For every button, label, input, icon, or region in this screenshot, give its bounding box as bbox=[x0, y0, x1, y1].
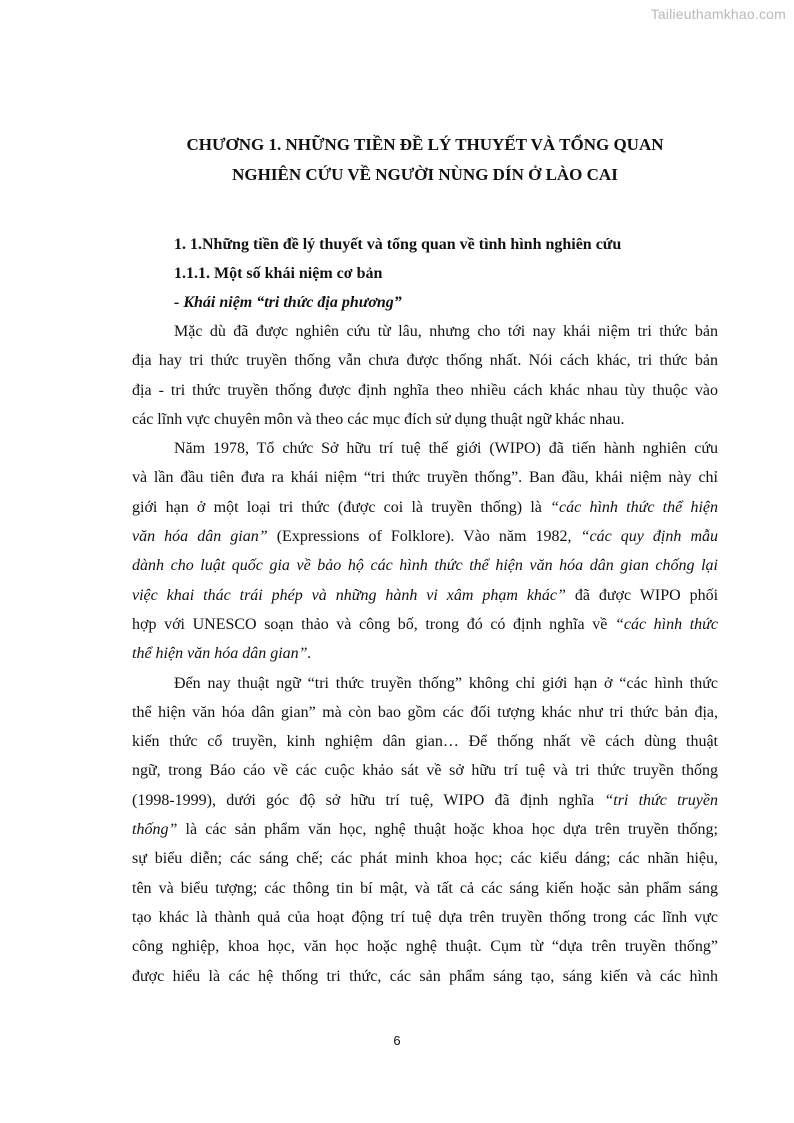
paragraph-line: kiến thức cổ truyền, kinh nghiệm dân gian… Để thống nhất về cách dùng thuật bbox=[132, 733, 718, 751]
paragraph-line: địa - tri thức truyền thống được định nghĩa theo nhiều cách khác nhau tùy thuộc vào bbox=[132, 381, 718, 399]
italic-text-run: văn hóa dân gian” bbox=[132, 528, 268, 546]
text-run: giới hạn ở một loại tri thức (được coi là truyền thống) là bbox=[132, 498, 551, 516]
chapter-title-line-2: NGHIÊN CỨU VỀ NGƯỜI NÙNG DÍN Ở LÀO CAI bbox=[232, 165, 618, 184]
section-heading: 1. 1.Những tiền đề lý thuyết và tổng quan về tình hình nghiên cứu bbox=[174, 236, 622, 253]
paragraph-3 bbox=[132, 669, 718, 991]
paragraph-line: và lần đầu tiên đưa ra khái niệm “tri thức truyền thống”. Ban đầu, khái niệm này chỉ bbox=[132, 469, 718, 487]
paragraph-line bbox=[132, 786, 718, 815]
text-run: đã được WIPO phối bbox=[565, 586, 718, 604]
paragraph-line: tên và biểu tượng; các thông tin bí mật, và tất cả các sáng kiến hoặc sản phẩm sáng bbox=[132, 879, 718, 897]
paragraph-line bbox=[132, 639, 718, 668]
paragraph-line bbox=[132, 610, 718, 639]
paragraph-line: các lĩnh vực chuyên môn và theo các mục đích sử dụng thuật ngữ khác nhau. bbox=[132, 410, 625, 428]
paragraph-line: Mặc dù đã được nghiên cứu từ lâu, nhưng cho tới nay khái niệm tri thức bản bbox=[174, 323, 718, 340]
paragraph-line: địa hay tri thức truyền thống vẫn chưa được thống nhất. Nói cách khác, tri thức bản bbox=[132, 352, 718, 370]
text-run: hợp với UNESCO soạn thảo và công bố, trong đó có định nghĩa về bbox=[132, 615, 615, 633]
page-number: 6 bbox=[393, 1033, 401, 1048]
italic-text-run: việc khai thác trái phép và những hành vi xâm phạm khác” bbox=[132, 586, 566, 604]
paragraph-line bbox=[132, 815, 718, 844]
italic-text-run: “các hình thức bbox=[614, 615, 718, 633]
italic-text-run: “các hình thức thể hiện bbox=[550, 498, 718, 516]
italic-text-run: dành cho luật quốc gia về bảo hộ các hình thức thể hiện văn hóa dân gian chống lại bbox=[132, 557, 718, 575]
italic-text-run: “các quy định mẫu bbox=[580, 528, 718, 546]
document-body bbox=[132, 130, 718, 991]
paragraph-line bbox=[132, 522, 718, 551]
paragraph-line: ngữ, trong Báo cáo về các cuộc khảo sát về sở hữu trí tuệ và tri thức truyền thống bbox=[132, 762, 718, 780]
paragraph-line bbox=[132, 493, 718, 522]
paragraph-line: tạo khác là thành quả của hoạt động trí tuệ dựa trên truyền thống trong các lĩnh vực bbox=[132, 908, 718, 926]
text-run: (1998-1999), dưới góc độ sở hữu trí tuệ, WIPO đã định nghĩa bbox=[132, 791, 605, 809]
paragraph-line: công nghiệp, khoa học, văn học hoặc nghệ thuật. Cụm từ “dựa trên truyền thống” bbox=[132, 938, 718, 956]
subsection-heading: 1.1.1. Một số khái niệm cơ bản bbox=[174, 265, 383, 282]
text-run: (Expressions of Folklore). Vào năm 1982, bbox=[267, 528, 581, 546]
paragraph-line: được hiểu là các hệ thống tri thức, các sản phẩm sáng tạo, sáng kiến và các hình bbox=[132, 967, 718, 985]
paragraph-line: sự biểu diễn; các sáng chế; các phát minh khoa học; các kiểu dáng; các nhãn hiệu, bbox=[132, 850, 718, 868]
paragraph-1 bbox=[132, 317, 718, 434]
paragraph-2 bbox=[132, 434, 718, 668]
paragraph-line bbox=[132, 551, 718, 580]
chapter-title bbox=[132, 130, 718, 190]
watermark: Tailieuthamkhao.com bbox=[650, 6, 786, 22]
italic-text-run: “tri thức truyền bbox=[604, 791, 718, 809]
chapter-title-line-1: CHƯƠNG 1. NHỮNG TIỀN ĐỀ LÝ THUYẾT VÀ TỔNG QUAN bbox=[186, 135, 664, 154]
paragraph-line bbox=[132, 581, 718, 610]
italic-text-run: thể hiện văn hóa dân gian”. bbox=[132, 645, 312, 663]
concept-heading: - Khái niệm “tri thức địa phương” bbox=[174, 294, 402, 311]
paragraph-line: Năm 1978, Tổ chức Sở hữu trí tuệ thế giới (WIPO) đã tiến hành nghiên cứu bbox=[174, 440, 718, 458]
text-run: là các sản phẩm văn học, nghệ thuật hoặc khoa học dựa trên truyền thống; bbox=[177, 821, 718, 839]
paragraph-line: Đến nay thuật ngữ “tri thức truyền thống” không chỉ giới hạn ở “các hình thức bbox=[174, 674, 718, 692]
paragraph-line: thể hiện văn hóa dân gian” mà còn bao gồm các đối tượng khác như tri thức bản địa, bbox=[132, 703, 718, 721]
italic-text-run: thống” bbox=[132, 821, 178, 839]
